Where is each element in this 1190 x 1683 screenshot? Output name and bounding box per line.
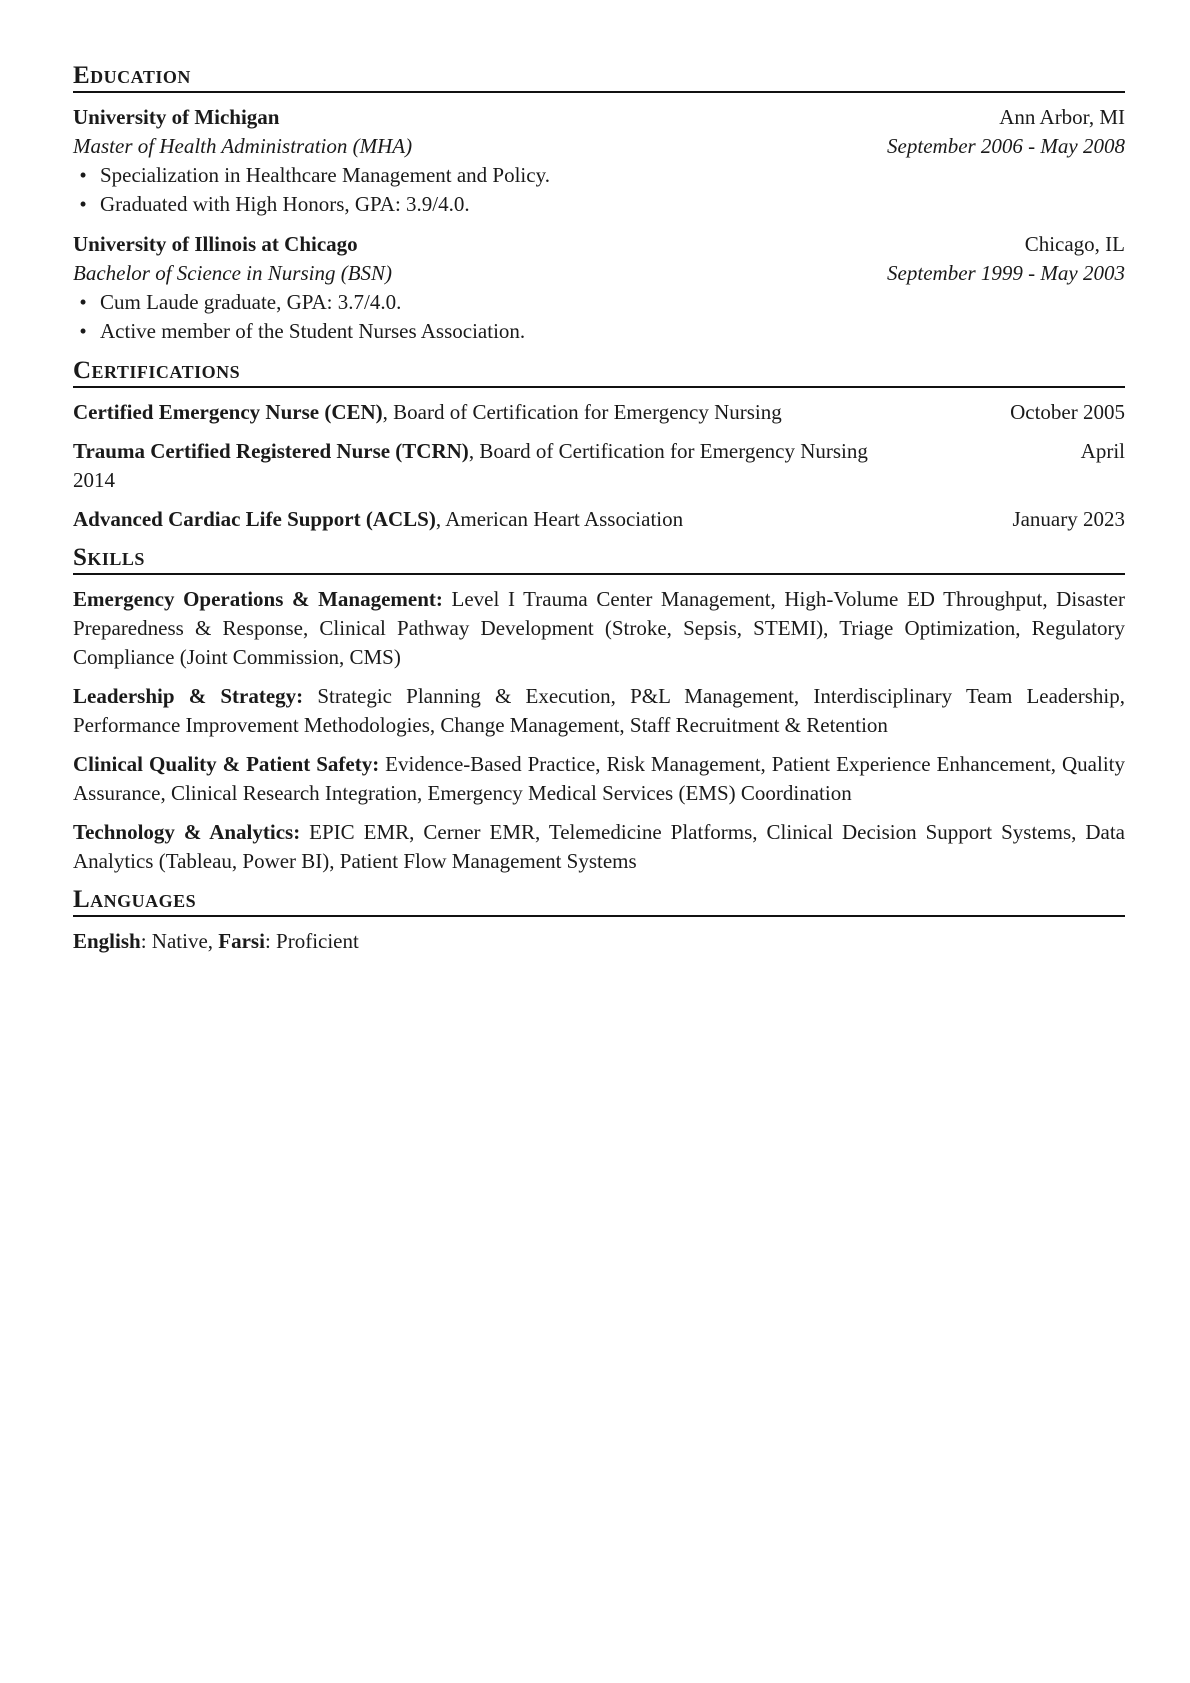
certification-date: October 2005 [1010,400,1125,424]
school-name: University of Michigan [73,105,280,129]
skill-group-text: EPIC EMR, Cerner EMR, Telemedicine Platforms, Clinical Decision Support Systems, Data Analytics (Tableau, Power BI), Patient Flow Management Systems [73,820,1125,873]
list-item: • Graduated with High Honors, GPA: 3.9/4.0. [100,190,1125,219]
certification-item [73,398,1125,427]
language-name: Farsi [218,929,265,953]
list-item: • Cum Laude graduate, GPA: 3.7/4.0. [100,288,1125,317]
language-level: : Proficient [264,929,359,953]
school-location: Chicago, IL [1024,232,1125,256]
education-bullets [73,161,1125,219]
certification-item [73,505,1125,534]
list-item: • Specialization in Healthcare Management and Policy. [100,161,1125,190]
certification-name: Trauma Certified Registered Nurse (TCRN) [73,439,469,463]
languages-section [73,886,1125,956]
education-dates: September 2006 - May 2008 [887,134,1125,158]
education-entry [73,103,1125,219]
resume-page [73,62,1125,966]
education-section [73,62,1125,346]
skill-group-label: Clinical Quality & Patient Safety: [73,752,380,776]
languages-line [73,927,1125,956]
skill-group [73,818,1125,876]
certification-date-continued: 2014 [73,468,115,492]
degree: Bachelor of Science in Nursing (BSN) [73,261,393,285]
skill-group-text: Level I Trauma Center Management, High-Volume ED Throughput, Disaster Preparedness & Response, Clinical Pathway Development (Stroke, Sepsis, STEMI), Triage Optimization, Regulatory Compliance (Joint Commission, CMS) [73,587,1125,669]
certification-date: January 2023 [1012,507,1125,531]
certification-name: Certified Emergency Nurse (CEN) [73,400,383,424]
education-bullets [73,288,1125,346]
skills-heading: Skills [73,544,1125,575]
list-item: • Active member of the Student Nurses Association. [100,317,1125,346]
certification-issuer: , Board of Certification for Emergency Nursing [468,439,868,463]
skill-group [73,682,1125,740]
education-dates: September 1999 - May 2003 [887,261,1125,285]
certification-item [73,437,1125,495]
education-heading: Education [73,62,1125,93]
certifications-section [73,357,1125,534]
certification-name: Advanced Cardiac Life Support (ACLS) [73,507,436,531]
education-entry [73,230,1125,346]
certification-issuer: , American Heart Association [435,507,684,531]
skills-section [73,544,1125,876]
skill-group [73,750,1125,808]
degree: Master of Health Administration (MHA) [73,134,413,158]
skill-group [73,585,1125,672]
language-name: English [73,929,141,953]
languages-heading: Languages [73,886,1125,917]
certification-date: April [1080,439,1125,463]
certification-issuer: , Board of Certification for Emergency Nursing [382,400,782,424]
skill-group-label: Emergency Operations & Management: [73,587,443,611]
language-level: : Native, [140,929,219,953]
certifications-heading: Certifications [73,357,1125,388]
skill-group-text: Evidence-Based Practice, Risk Management, Patient Experience Enhancement, Quality Assurance, Clinical Research Integration, Emergency Medical Services (EMS) Coordination [73,752,1125,805]
school-name: University of Illinois at Chicago [73,232,358,256]
skill-group-label: Leadership & Strategy: [73,684,304,708]
skill-group-text: Strategic Planning & Execution, P&L Management, Interdisciplinary Team Leadership, Performance Improvement Methodologies, Change Management, Staff Recruitment & Retention [73,684,1125,737]
school-location: Ann Arbor, MI [999,105,1125,129]
skill-group-label: Technology & Analytics: [73,820,301,844]
